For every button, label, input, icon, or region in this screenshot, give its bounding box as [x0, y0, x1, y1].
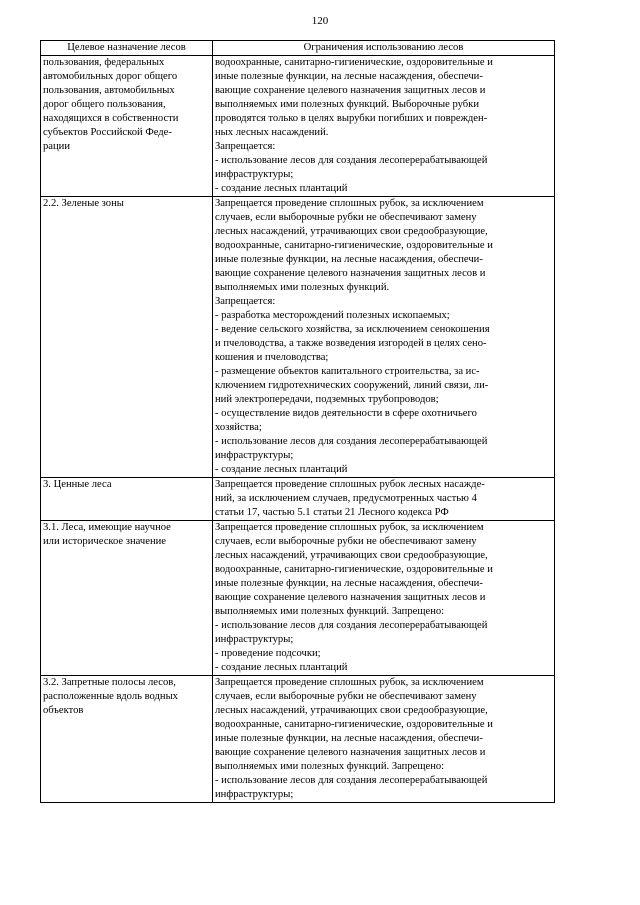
restriction-text-line: вающие сохранение целевого назначения защитных лесов и: [215, 747, 486, 758]
restriction-text-line: кошения и пчеловодства;: [215, 352, 329, 363]
purpose-text-line: субъектов Российской Феде-: [43, 127, 172, 138]
restriction-text-line: Запрещается проведение сплошных рубок, за исключением: [215, 677, 484, 688]
restriction-text-line: водоохранные, санитарно-гигиенические, оздоровительные и: [215, 57, 493, 68]
restriction-text-line: - использование лесов для создания лесоперерабатывающей: [215, 775, 488, 786]
restrictions-cell: [213, 478, 555, 521]
purpose-text-line: 2.2. Зеленые зоны: [43, 198, 124, 209]
restrictions-cell: [213, 197, 555, 478]
restriction-text-line: лесных насаждений, утрачивающих свои средообразующие,: [215, 226, 488, 237]
restriction-text-line: инфраструктуры;: [215, 450, 294, 461]
restriction-text-line: статьи 17, частью 5.1 статьи 21 Лесного кодекса РФ: [215, 507, 449, 518]
restriction-text-line: ключением гидротехнических сооружений, линий связи, ли-: [215, 380, 489, 391]
restriction-text-line: лесных насаждений, утрачивающих свои средообразующие,: [215, 705, 488, 716]
restriction-text-line: случаев, если выборочные рубки не обеспечивают замену: [215, 691, 477, 702]
restriction-text-line: проводятся только в целях вырубки погибших и поврежден-: [215, 113, 488, 124]
restriction-text-line: выполняемых ими полезных функций. Запрещено:: [215, 606, 445, 617]
purpose-text-line: пользования, федеральных: [43, 57, 165, 68]
restriction-text-line: иные полезные функции, на лесные насаждения, обеспечи-: [215, 71, 483, 82]
purpose-text-line: рации: [43, 141, 71, 152]
restriction-text-line: хозяйства;: [215, 422, 262, 433]
table-row: [41, 521, 555, 676]
forest-purpose-cell: [41, 197, 213, 478]
restrictions-cell: [213, 676, 555, 803]
restriction-text-line: водоохранные, санитарно-гигиенические, оздоровительные и: [215, 719, 493, 730]
purpose-text-line: 3. Ценные леса: [43, 479, 112, 490]
restriction-text-line: Запрещается:: [215, 296, 276, 307]
purpose-text-line: 3.2. Запретные полосы лесов,: [43, 677, 176, 688]
restriction-text-line: - размещение объектов капитального строительства, за ис-: [215, 366, 480, 377]
restriction-text-line: инфраструктуры;: [215, 634, 294, 645]
restrictions-cell: [213, 521, 555, 676]
restriction-text-line: вающие сохранение целевого назначения защитных лесов и: [215, 592, 486, 603]
restriction-text-line: - создание лесных плантаций: [215, 464, 348, 475]
restriction-text-line: выполняемых ими полезных функций.: [215, 282, 390, 293]
restriction-text-line: - использование лесов для создания лесоперерабатывающей: [215, 436, 488, 447]
restrictions-cell: [213, 56, 555, 197]
restriction-text-line: иные полезные функции, на лесные насаждения, обеспечи-: [215, 254, 483, 265]
page-number: 120: [311, 15, 329, 27]
purpose-text-line: или историческое значение: [43, 536, 166, 547]
restriction-text-line: инфраструктуры;: [215, 169, 294, 180]
restriction-text-line: иные полезные функции, на лесные насаждения, обеспечи-: [215, 733, 483, 744]
restriction-text-line: - создание лесных плантаций: [215, 183, 348, 194]
restriction-text-line: - использование лесов для создания лесоперерабатывающей: [215, 620, 488, 631]
restriction-text-line: выполняемых ими полезных функций. Запрещено:: [215, 761, 445, 772]
purpose-text-line: объектов: [43, 705, 84, 716]
purpose-text-line: расположенные вдоль водных: [43, 691, 178, 702]
restriction-text-line: - использование лесов для создания лесоперерабатывающей: [215, 155, 488, 166]
restriction-text-line: ний, за исключением случаев, предусмотренных частью 4: [215, 493, 477, 504]
column-header-purpose: Целевое назначение лесов: [41, 41, 213, 56]
table-row: [41, 197, 555, 478]
restriction-text-line: Запрещается проведение сплошных рубок, за исключением: [215, 522, 484, 533]
purpose-text-line: автомобильных дорог общего: [43, 71, 178, 82]
purpose-text-line: пользования, автомобильных: [43, 85, 175, 96]
column-header-restrictions: Ограничения использованию лесов: [213, 41, 555, 56]
forest-purpose-cell: [41, 521, 213, 676]
table-row: [41, 56, 555, 197]
forest-purpose-cell: [41, 478, 213, 521]
table-row: [41, 478, 555, 521]
restriction-text-line: Запрещается:: [215, 141, 276, 152]
purpose-text-line: дорог общего пользования,: [43, 99, 166, 110]
restriction-text-line: иные полезные функции, на лесные насаждения, обеспечи-: [215, 578, 483, 589]
restriction-text-line: лесных насаждений, утрачивающих свои средообразующие,: [215, 550, 488, 561]
restriction-text-line: случаев, если выборочные рубки не обеспечивают замену: [215, 212, 477, 223]
table-row: [41, 676, 555, 803]
restriction-text-line: случаев, если выборочные рубки не обеспечивают замену: [215, 536, 477, 547]
restriction-text-line: - осуществление видов деятельности в сфере охотничьего: [215, 408, 477, 419]
restriction-text-line: выполняемых ими полезных функций. Выборочные рубки: [215, 99, 479, 110]
restriction-text-line: - создание лесных плантаций: [215, 662, 348, 673]
restriction-text-line: ний электропередачи, подземных трубопроводов;: [215, 394, 439, 405]
forest-purpose-cell: [41, 676, 213, 803]
restriction-text-line: вающие сохранение целевого назначения защитных лесов и: [215, 85, 486, 96]
restriction-text-line: ных лесных насаждений.: [215, 127, 329, 138]
restriction-text-line: - ведение сельского хозяйства, за исключением сенокошения: [215, 324, 490, 335]
restriction-text-line: и пчеловодства, а также возведения изгородей в целях сено-: [215, 338, 487, 349]
purpose-text-line: находящихся в собственности: [43, 113, 179, 124]
table-body: [41, 56, 555, 803]
restriction-text-line: Запрещается проведение сплошных рубок, за исключением: [215, 198, 484, 209]
restriction-text-line: водоохранные, санитарно-гигиенические, оздоровительные и: [215, 240, 493, 251]
forest-purpose-cell: [41, 56, 213, 197]
restriction-text-line: вающие сохранение целевого назначения защитных лесов и: [215, 268, 486, 279]
restriction-text-line: - разработка месторождений полезных ископаемых;: [215, 310, 450, 321]
restriction-text-line: водоохранные, санитарно-гигиенические, оздоровительные и: [215, 564, 493, 575]
purpose-text-line: 3.1. Леса, имеющие научное: [43, 522, 171, 533]
restriction-text-line: - проведение подсочки;: [215, 648, 321, 659]
forest-restrictions-table: [40, 40, 555, 803]
table-header-row: [41, 41, 555, 56]
restriction-text-line: Запрещается проведение сплошных рубок лесных насажде-: [215, 479, 485, 490]
restriction-text-line: инфраструктуры;: [215, 789, 294, 800]
